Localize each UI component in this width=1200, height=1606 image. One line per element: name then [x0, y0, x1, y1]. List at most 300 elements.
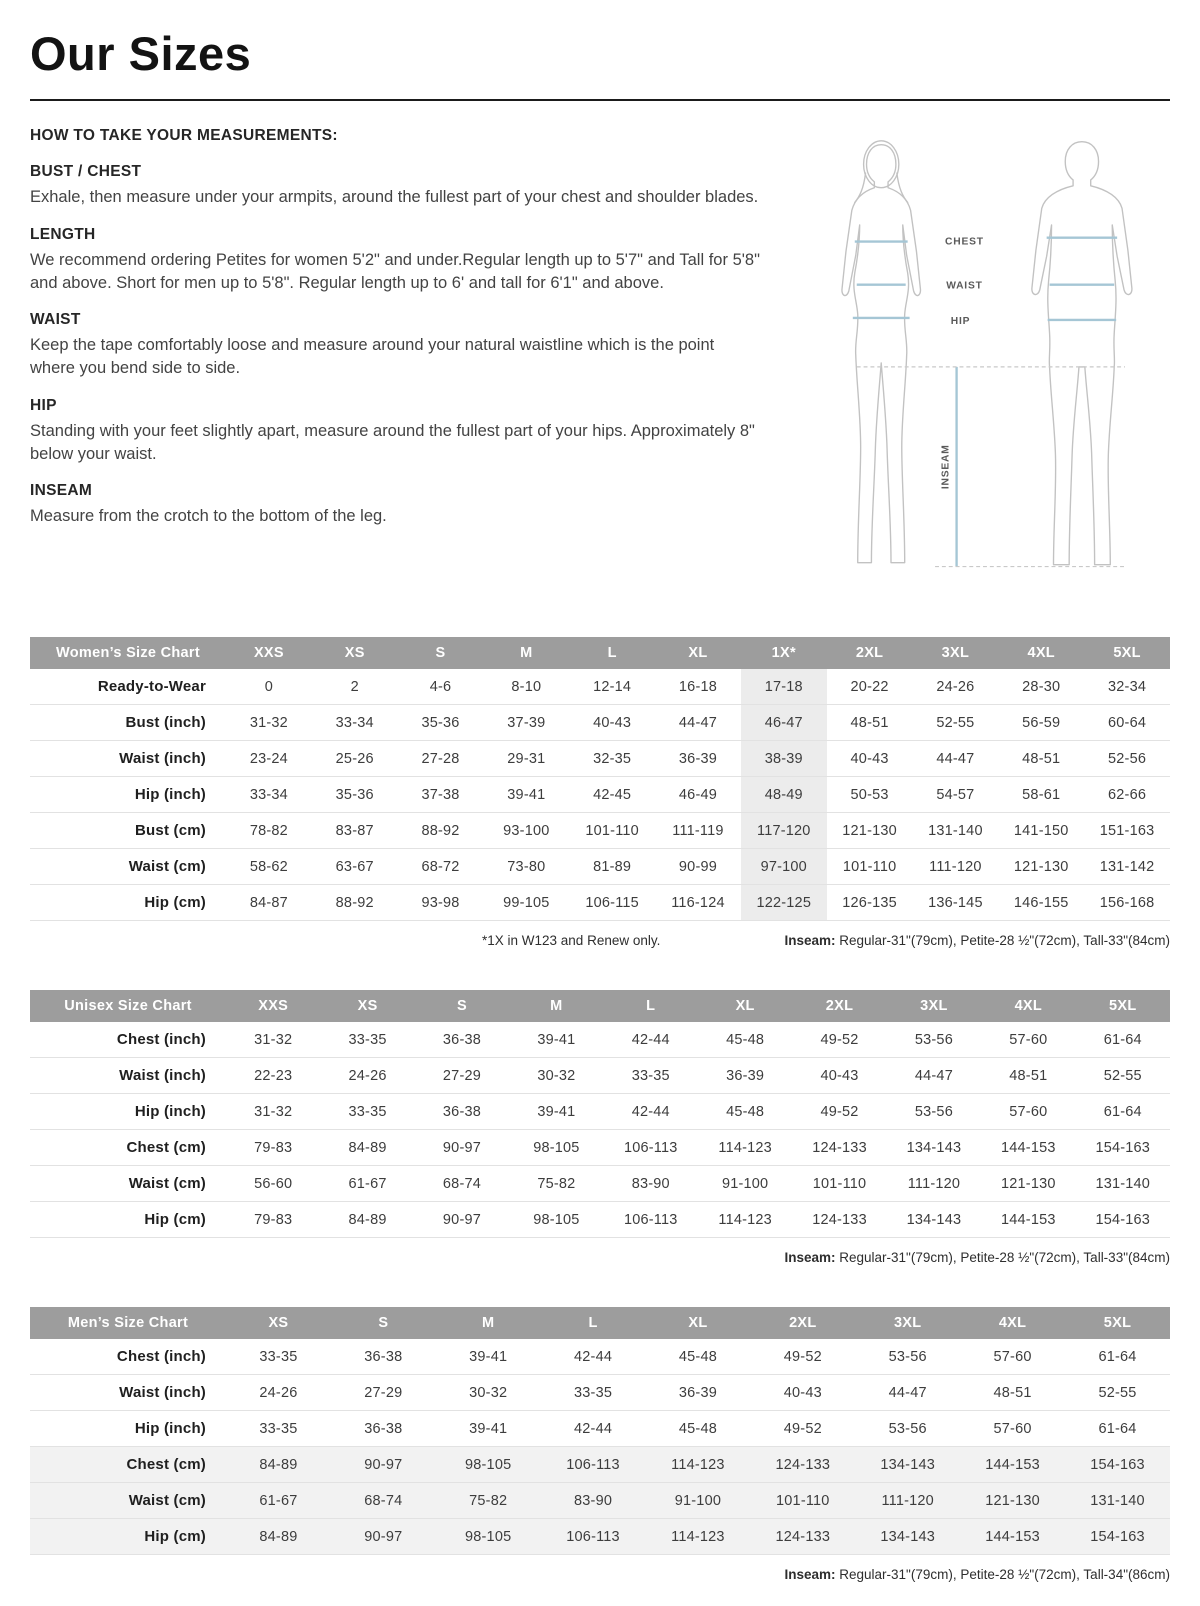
size-column-header: 5XL: [1084, 637, 1170, 669]
measurement-diagram: [798, 129, 1170, 595]
size-cell: 144-153: [960, 1519, 1065, 1555]
size-cell: 75-82: [436, 1483, 541, 1519]
size-cell: 45-48: [646, 1411, 751, 1447]
size-cell: 53-56: [887, 1094, 981, 1130]
size-cell: 37-38: [398, 777, 484, 813]
size-cell: 30-32: [509, 1058, 603, 1094]
size-column-header: 4XL: [981, 990, 1075, 1022]
size-cell: 58-61: [998, 777, 1084, 813]
table-footnotes: [30, 1250, 1170, 1265]
size-cell: 17-18: [741, 669, 827, 705]
instruction-bust-chest: [30, 163, 775, 209]
size-cell: 40-43: [569, 705, 655, 741]
size-row-label: Bust (inch): [30, 705, 226, 741]
size-column-header: 4XL: [998, 637, 1084, 669]
size-row-label: Bust (cm): [30, 813, 226, 849]
size-row-label: Hip (cm): [30, 1519, 226, 1555]
size-row-label: Chest (cm): [30, 1130, 226, 1166]
size-cell: 91-100: [646, 1483, 751, 1519]
instruction-body: Keep the tape comfortably loose and measure around your natural waistline which is the point where you bend side to side.: [30, 336, 715, 378]
size-column-header: S: [331, 1307, 436, 1339]
size-cell: 131-140: [913, 813, 999, 849]
size-cell: 111-120: [855, 1483, 960, 1519]
size-cell: 84-89: [226, 1519, 331, 1555]
size-cell: 36-39: [698, 1058, 792, 1094]
size-cell: 61-64: [1076, 1022, 1170, 1058]
size-cell: 57-60: [960, 1339, 1065, 1375]
size-cell: 154-163: [1065, 1519, 1170, 1555]
footnote-inseam: Inseam: Regular-31"(79cm), Petite-28 ½"(72cm), Tall-33"(84cm): [784, 1250, 1170, 1265]
size-row: [30, 1058, 1170, 1094]
size-row-label: Waist (inch): [30, 741, 226, 777]
size-cell: 44-47: [913, 741, 999, 777]
size-cell: 2: [312, 669, 398, 705]
size-column-header: 5XL: [1065, 1307, 1170, 1339]
size-column-header: 4XL: [960, 1307, 1065, 1339]
instruction-waist: [30, 311, 775, 380]
size-cell: 124-133: [750, 1447, 855, 1483]
size-cell: 78-82: [226, 813, 312, 849]
instruction-body: Standing with your feet slightly apart, measure around the fullest part of your hips. Approximately 8" below your waist.: [30, 421, 755, 463]
size-cell: 27-28: [398, 741, 484, 777]
female-hair-outline: [864, 141, 899, 188]
size-cell: 116-124: [655, 885, 741, 921]
size-column-header: S: [415, 990, 509, 1022]
size-cell: 40-43: [792, 1058, 886, 1094]
size-row: [30, 1411, 1170, 1447]
size-column-header: 5XL: [1076, 990, 1170, 1022]
size-cell: 134-143: [855, 1519, 960, 1555]
size-row-label: Waist (inch): [30, 1058, 226, 1094]
size-table-block: [30, 1307, 1170, 1582]
size-cell: 84-87: [226, 885, 312, 921]
size-cell: 101-110: [750, 1483, 855, 1519]
size-cell: 33-35: [226, 1339, 331, 1375]
size-column-header: 1X*: [741, 637, 827, 669]
size-column-header: 3XL: [887, 990, 981, 1022]
size-cell: 144-153: [981, 1130, 1075, 1166]
size-cell: 24-26: [226, 1375, 331, 1411]
male-body-outline: [1032, 142, 1132, 565]
size-cell: 38-39: [741, 741, 827, 777]
size-cell: 126-135: [827, 885, 913, 921]
size-cell: 32-35: [569, 741, 655, 777]
size-cell: 114-123: [698, 1202, 792, 1238]
size-cell: 134-143: [887, 1130, 981, 1166]
size-cell: 53-56: [855, 1411, 960, 1447]
table-footnotes: [30, 933, 1170, 948]
size-cell: 57-60: [981, 1022, 1075, 1058]
size-cell: 40-43: [827, 741, 913, 777]
size-cell: 48-51: [827, 705, 913, 741]
size-cell: 53-56: [855, 1339, 960, 1375]
instructions-heading: HOW TO TAKE YOUR MEASUREMENTS:: [30, 127, 338, 144]
size-cell: 36-38: [331, 1339, 436, 1375]
size-table: [30, 990, 1170, 1238]
instruction-hip: [30, 397, 775, 466]
size-row: [30, 1447, 1170, 1483]
size-cell: 111-119: [655, 813, 741, 849]
size-row-label: Chest (cm): [30, 1447, 226, 1483]
size-cell: 68-74: [331, 1483, 436, 1519]
size-cell: 36-38: [331, 1411, 436, 1447]
size-column-header: 3XL: [913, 637, 999, 669]
measurement-instructions: [30, 127, 775, 595]
size-cell: 121-130: [998, 849, 1084, 885]
size-cell: 36-38: [415, 1094, 509, 1130]
size-cell: 40-43: [750, 1375, 855, 1411]
size-cell: 56-59: [998, 705, 1084, 741]
size-cell: 39-41: [483, 777, 569, 813]
size-table: [30, 1307, 1170, 1555]
size-row-label: Waist (cm): [30, 849, 226, 885]
size-cell: 24-26: [913, 669, 999, 705]
size-cell: 97-100: [741, 849, 827, 885]
size-cell: 48-51: [960, 1375, 1065, 1411]
size-cell: 134-143: [887, 1202, 981, 1238]
size-cell: 36-38: [415, 1022, 509, 1058]
size-cell: 33-34: [312, 705, 398, 741]
size-cell: 4-6: [398, 669, 484, 705]
size-cell: 101-110: [569, 813, 655, 849]
size-cell: 39-41: [436, 1411, 541, 1447]
size-row-label: Hip (inch): [30, 1411, 226, 1447]
size-column-header: L: [569, 637, 655, 669]
size-row: [30, 1022, 1170, 1058]
size-cell: 61-64: [1065, 1411, 1170, 1447]
inseam-label: INSEAM: [940, 444, 952, 490]
size-cell: 33-35: [226, 1411, 331, 1447]
size-row-label: Chest (inch): [30, 1339, 226, 1375]
size-row-label: Waist (inch): [30, 1375, 226, 1411]
instruction-title: LENGTH: [30, 225, 96, 243]
size-cell: 61-67: [226, 1483, 331, 1519]
size-cell: 58-62: [226, 849, 312, 885]
size-cell: 61-64: [1065, 1339, 1170, 1375]
table-title: Women’s Size Chart: [30, 637, 226, 669]
size-cell: 27-29: [415, 1058, 509, 1094]
size-cell: 48-51: [998, 741, 1084, 777]
size-cell: 81-89: [569, 849, 655, 885]
size-row: [30, 1094, 1170, 1130]
footnote-inseam: Inseam: Regular-31"(79cm), Petite-28 ½"(72cm), Tall-33"(84cm): [784, 933, 1170, 948]
size-row-label: Hip (inch): [30, 777, 226, 813]
size-column-header: M: [509, 990, 603, 1022]
size-column-header: XS: [312, 637, 398, 669]
size-cell: 131-142: [1084, 849, 1170, 885]
size-column-header: S: [398, 637, 484, 669]
size-table-block: [30, 990, 1170, 1265]
size-cell: 83-90: [541, 1483, 646, 1519]
size-cell: 56-60: [226, 1166, 320, 1202]
size-row: [30, 813, 1170, 849]
size-cell: 29-31: [483, 741, 569, 777]
waist-label: WAIST: [946, 280, 983, 292]
size-column-header: L: [541, 1307, 646, 1339]
size-cell: 61-67: [320, 1166, 414, 1202]
size-column-header: L: [604, 990, 698, 1022]
size-cell: 117-120: [741, 813, 827, 849]
size-cell: 37-39: [483, 705, 569, 741]
size-column-header: XL: [698, 990, 792, 1022]
size-cell: 131-140: [1076, 1166, 1170, 1202]
size-cell: 93-98: [398, 885, 484, 921]
size-cell: 22-23: [226, 1058, 320, 1094]
table-title: Unisex Size Chart: [30, 990, 226, 1022]
size-cell: 52-56: [1084, 741, 1170, 777]
female-body-outline: [842, 145, 921, 563]
size-header-row: [30, 637, 1170, 669]
size-row: [30, 1519, 1170, 1555]
size-cell: 53-56: [887, 1022, 981, 1058]
size-cell: 33-34: [226, 777, 312, 813]
size-cell: 33-35: [320, 1094, 414, 1130]
size-column-header: 2XL: [827, 637, 913, 669]
size-cell: 91-100: [698, 1166, 792, 1202]
size-cell: 121-130: [827, 813, 913, 849]
instruction-inseam: [30, 482, 775, 528]
size-cell: 134-143: [855, 1447, 960, 1483]
size-cell: 111-120: [887, 1166, 981, 1202]
instruction-title: INSEAM: [30, 482, 93, 500]
size-cell: 83-87: [312, 813, 398, 849]
size-column-header: 2XL: [750, 1307, 855, 1339]
size-row: [30, 1339, 1170, 1375]
size-tables: [30, 637, 1170, 1582]
size-row-label: Chest (inch): [30, 1022, 226, 1058]
size-cell: 52-55: [913, 705, 999, 741]
size-cell: 146-155: [998, 885, 1084, 921]
size-cell: 106-113: [541, 1447, 646, 1483]
size-table: [30, 637, 1170, 921]
size-cell: 121-130: [960, 1483, 1065, 1519]
size-cell: 20-22: [827, 669, 913, 705]
size-cell: 106-113: [604, 1202, 698, 1238]
measurement-diagram-area: [775, 127, 1170, 595]
size-cell: 114-123: [646, 1519, 751, 1555]
size-cell: 60-64: [1084, 705, 1170, 741]
size-column-header: M: [436, 1307, 541, 1339]
size-cell: 90-97: [331, 1447, 436, 1483]
size-cell: 114-123: [646, 1447, 751, 1483]
size-cell: 32-34: [1084, 669, 1170, 705]
size-cell: 68-72: [398, 849, 484, 885]
size-cell: 35-36: [398, 705, 484, 741]
size-cell: 154-163: [1076, 1130, 1170, 1166]
size-cell: 154-163: [1076, 1202, 1170, 1238]
size-cell: 33-35: [604, 1058, 698, 1094]
size-cell: 42-45: [569, 777, 655, 813]
size-column-header: 3XL: [855, 1307, 960, 1339]
size-cell: 156-168: [1084, 885, 1170, 921]
table-title: Men’s Size Chart: [30, 1307, 226, 1339]
table-footnotes: [30, 1567, 1170, 1582]
footnote-inseam: Inseam: Regular-31"(79cm), Petite-28 ½"(72cm), Tall-34"(86cm): [784, 1567, 1170, 1582]
instruction-title: WAIST: [30, 311, 81, 329]
size-cell: 49-52: [750, 1339, 855, 1375]
size-cell: 42-44: [541, 1339, 646, 1375]
size-column-header: XL: [655, 637, 741, 669]
page-title: Our Sizes: [30, 27, 252, 80]
size-cell: 93-100: [483, 813, 569, 849]
size-cell: 30-32: [436, 1375, 541, 1411]
female-hair-right: [897, 173, 908, 202]
size-cell: 88-92: [312, 885, 398, 921]
size-cell: 98-105: [436, 1519, 541, 1555]
size-cell: 124-133: [792, 1130, 886, 1166]
size-cell: 8-10: [483, 669, 569, 705]
size-column-header: M: [483, 637, 569, 669]
size-cell: 68-74: [415, 1166, 509, 1202]
size-cell: 83-90: [604, 1166, 698, 1202]
size-cell: 131-140: [1065, 1483, 1170, 1519]
size-cell: 114-123: [698, 1130, 792, 1166]
size-cell: 151-163: [1084, 813, 1170, 849]
size-row: [30, 1375, 1170, 1411]
instruction-body: We recommend ordering Petites for women 5'2" and under.Regular length up to 5'7" and Tall for 5'8" and above. Short for men up to 5'8". Regular length up to 6' and tall for 6'1" and above.: [30, 250, 760, 292]
size-cell: 98-105: [509, 1202, 603, 1238]
size-row-label: Hip (inch): [30, 1094, 226, 1130]
size-cell: 63-67: [312, 849, 398, 885]
female-hair-left: [855, 173, 866, 202]
size-cell: 106-113: [541, 1519, 646, 1555]
size-cell: 99-105: [483, 885, 569, 921]
size-column-header: 2XL: [792, 990, 886, 1022]
size-cell: 57-60: [981, 1094, 1075, 1130]
size-cell: 50-53: [827, 777, 913, 813]
size-cell: 144-153: [960, 1447, 1065, 1483]
instruction-title: BUST / CHEST: [30, 163, 142, 180]
size-cell: 48-51: [981, 1058, 1075, 1094]
size-cell: 39-41: [509, 1022, 603, 1058]
measurement-lines: [853, 238, 1117, 567]
dashed-guides: [857, 367, 1125, 567]
size-column-header: XS: [226, 1307, 331, 1339]
size-cell: 75-82: [509, 1166, 603, 1202]
size-cell: 141-150: [998, 813, 1084, 849]
size-cell: 62-66: [1084, 777, 1170, 813]
size-cell: 122-125: [741, 885, 827, 921]
instruction-body: Measure from the crotch to the bottom of the leg.: [30, 507, 387, 526]
size-cell: 52-55: [1076, 1058, 1170, 1094]
size-row: [30, 849, 1170, 885]
size-row-label: Hip (cm): [30, 885, 226, 921]
size-cell: 98-105: [509, 1130, 603, 1166]
size-cell: 121-130: [981, 1166, 1075, 1202]
size-cell: 79-83: [226, 1202, 320, 1238]
size-cell: 49-52: [792, 1022, 886, 1058]
size-cell: 101-110: [827, 849, 913, 885]
size-row: [30, 1483, 1170, 1519]
size-cell: 48-49: [741, 777, 827, 813]
size-cell: 54-57: [913, 777, 999, 813]
size-cell: 52-55: [1065, 1375, 1170, 1411]
size-row: [30, 1202, 1170, 1238]
size-cell: 31-32: [226, 1094, 320, 1130]
size-cell: 42-44: [541, 1411, 646, 1447]
size-cell: 23-24: [226, 741, 312, 777]
size-cell: 33-35: [541, 1375, 646, 1411]
size-cell: 124-133: [750, 1519, 855, 1555]
instruction-body: Exhale, then measure under your armpits, around the fullest part of your chest and shoulder blades.: [30, 188, 759, 206]
size-cell: 124-133: [792, 1202, 886, 1238]
size-cell: 45-48: [698, 1022, 792, 1058]
size-header-row: [30, 1307, 1170, 1339]
size-cell: 106-115: [569, 885, 655, 921]
hip-label: HIP: [950, 315, 971, 327]
size-row-label: Waist (cm): [30, 1483, 226, 1519]
size-cell: 111-120: [913, 849, 999, 885]
footnote-1x: *1X in W123 and Renew only.: [482, 933, 661, 948]
size-cell: 39-41: [509, 1094, 603, 1130]
size-cell: 42-44: [604, 1094, 698, 1130]
size-column-header: XXS: [226, 637, 312, 669]
size-row-label: Ready-to-Wear: [30, 669, 226, 705]
size-cell: 84-89: [320, 1202, 414, 1238]
size-table-block: [30, 637, 1170, 948]
size-cell: 73-80: [483, 849, 569, 885]
size-column-header: XXS: [226, 990, 320, 1022]
size-cell: 90-99: [655, 849, 741, 885]
size-cell: 0: [226, 669, 312, 705]
size-row: [30, 705, 1170, 741]
size-cell: 144-153: [981, 1202, 1075, 1238]
title-divider: [30, 99, 1170, 101]
chest-label: CHEST: [945, 236, 984, 248]
size-cell: 42-44: [604, 1022, 698, 1058]
size-cell: 24-26: [320, 1058, 414, 1094]
size-cell: 44-47: [887, 1058, 981, 1094]
size-cell: 33-35: [320, 1022, 414, 1058]
size-row: [30, 777, 1170, 813]
instruction-title: HIP: [30, 396, 57, 414]
size-cell: 46-47: [741, 705, 827, 741]
size-cell: 106-113: [604, 1130, 698, 1166]
size-cell: 44-47: [655, 705, 741, 741]
size-cell: 36-39: [655, 741, 741, 777]
size-row: [30, 1166, 1170, 1202]
size-row: [30, 741, 1170, 777]
size-cell: 57-60: [960, 1411, 1065, 1447]
size-cell: 27-29: [331, 1375, 436, 1411]
size-row: [30, 669, 1170, 705]
size-cell: 90-97: [415, 1202, 509, 1238]
size-cell: 31-32: [226, 705, 312, 741]
size-cell: 61-64: [1076, 1094, 1170, 1130]
size-cell: 39-41: [436, 1339, 541, 1375]
size-cell: 136-145: [913, 885, 999, 921]
size-cell: 90-97: [331, 1519, 436, 1555]
size-cell: 45-48: [698, 1094, 792, 1130]
size-cell: 45-48: [646, 1339, 751, 1375]
size-cell: 79-83: [226, 1130, 320, 1166]
top-section: [30, 127, 1170, 595]
size-row-label: Waist (cm): [30, 1166, 226, 1202]
size-cell: 46-49: [655, 777, 741, 813]
size-cell: 49-52: [792, 1094, 886, 1130]
size-cell: 101-110: [792, 1166, 886, 1202]
size-cell: 28-30: [998, 669, 1084, 705]
size-column-header: XS: [320, 990, 414, 1022]
size-cell: 154-163: [1065, 1447, 1170, 1483]
size-row: [30, 885, 1170, 921]
size-cell: 88-92: [398, 813, 484, 849]
size-cell: 31-32: [226, 1022, 320, 1058]
size-header-row: [30, 990, 1170, 1022]
instruction-length: [30, 226, 775, 295]
size-cell: 16-18: [655, 669, 741, 705]
size-cell: 49-52: [750, 1411, 855, 1447]
